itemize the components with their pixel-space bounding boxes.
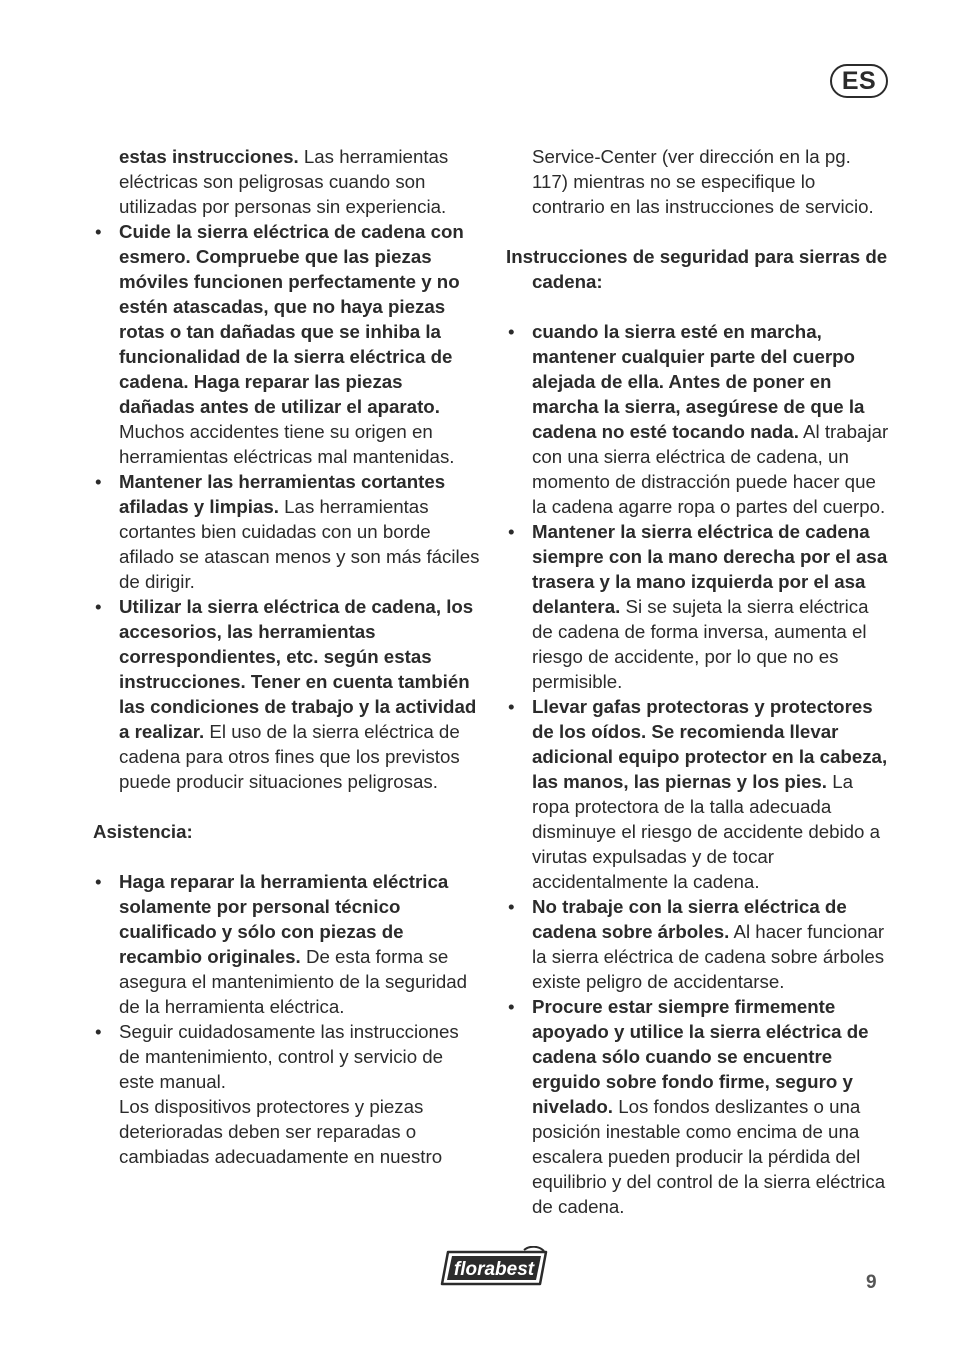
item-bold: cuando la sierra esté en marcha, mantener cualquier parte del cuerpo alejada de ella. Antes de poner en marcha la sierra, asegúrese de que la cadena no esté tocando nada. xyxy=(532,321,865,442)
bullet-mark: • xyxy=(508,896,515,917)
bullet-mark: • xyxy=(508,521,515,542)
trailing-paragraph: Los dispositivos protectores y piezas deterioradas deben ser reparadas o cambiadas adecuadamente en nuestro xyxy=(119,1096,443,1167)
intro-bold: estas instrucciones. xyxy=(119,146,299,167)
item-text: Muchos accidentes tiene su origen en herramientas eléctricas mal mantenidas. xyxy=(119,421,455,467)
item-bold: Mantener la sierra eléctrica de cadena siempre con la mano derecha por el asa trasera y la mano izquierda por el asa delantera. xyxy=(532,521,888,617)
item-text: De esta forma se asegura el mantenimiento de la seguridad de la herramienta eléctrica. xyxy=(119,946,468,1017)
continuation-paragraph: Service-Center (ver dirección en la pg. 117) mientras no se especifique lo contrario en las instrucciones de servicio. xyxy=(532,146,874,217)
bullet-mark: • xyxy=(95,471,102,492)
list-item xyxy=(506,894,891,994)
bullet-mark: • xyxy=(95,596,102,617)
list-item xyxy=(506,319,891,519)
list-item xyxy=(93,1019,480,1094)
item-bold: Procure estar siempre firmemente apoyado y utilice la sierra eléctrica de cadena sólo cuando se encuentre erguido sobre fondo firme, seguro y nivelado. xyxy=(532,996,869,1117)
item-bold: Cuide la sierra eléctrica de cadena con esmero. Compruebe que las piezas móviles funcionen perfectamente y no estén atascadas, que no haya piezas rotas o tan dañadas que se inhiba la funcionalidad de la sierra eléctrica de cadena. Haga reparar las piezas dañadas antes de utilizar el aparato. xyxy=(119,221,464,417)
item-text: La ropa protectora de la talla adecuada disminuye el riesgo de accidente debido a virutas expulsadas y de tocar accidentalmente la cadena. xyxy=(532,771,881,892)
item-bold: Llevar gafas protectoras y protectores de los oídos. Se recomienda llevar adicional equipo protector en la cabeza, las manos, las piernas y los pies. xyxy=(532,696,888,792)
list-item xyxy=(93,594,480,794)
intro-text: Las herramientas eléctricas son peligrosas cuando son utilizadas por personas sin experiencia. xyxy=(119,146,449,217)
list-item xyxy=(93,869,480,1019)
item-text: Al trabajar con una sierra eléctrica de cadena, un momento de distracción puede hacer que la cadena agarre ropa o partes del cuerpo. xyxy=(532,421,889,517)
bullet-mark: • xyxy=(95,871,102,892)
item-bold: Mantener las herramientas cortantes afiladas y limpias. xyxy=(119,471,446,517)
list-item xyxy=(93,219,480,469)
item-text: Al hacer funcionar la sierra eléctrica de cadena sobre árboles existe peligro de accidentarse. xyxy=(532,921,885,992)
list-item xyxy=(506,519,891,694)
item-text: El uso de la sierra eléctrica de cadena para otros fines que los previstos puede producir situaciones peligrosas. xyxy=(119,721,460,792)
item-text: Seguir cuidadosamente las instrucciones de mantenimiento, control y servicio de este manual. xyxy=(119,1021,459,1092)
item-bold: No trabaje con la sierra eléctrica de cadena sobre árboles. xyxy=(532,896,847,942)
intro-paragraph xyxy=(93,144,480,219)
item-text: Las herramientas cortantes bien cuidadas con un borde afilado se atascan menos y son más fáciles de dirigir. xyxy=(119,496,480,592)
bullet-mark: • xyxy=(95,1021,102,1042)
list-item xyxy=(506,994,891,1219)
right-column xyxy=(506,144,891,1219)
language-badge: ES xyxy=(830,64,888,98)
bullet-mark: • xyxy=(95,221,102,242)
bullet-mark: • xyxy=(508,696,515,717)
item-bold: Utilizar la sierra eléctrica de cadena, los accesorios, las herramientas correspondientes, etc. según estas instrucciones. Tener en cuenta también las condiciones de trabajo y la actividad a realizar. xyxy=(119,596,477,742)
list-item xyxy=(506,694,891,894)
florabest-logo xyxy=(438,1246,550,1288)
page-number: 9 xyxy=(866,1272,877,1293)
item-text: Los fondos deslizantes o una posición inestable como encima de una escalera pueden producir la pérdida del equilibrio y del control de la sierra eléctrica de cadena. xyxy=(532,1096,886,1217)
bullet-mark: • xyxy=(508,996,515,1017)
logo-text: florabest xyxy=(453,1259,535,1280)
item-bold: Haga reparar la herramienta eléctrica solamente por personal técnico cualificado y sólo con piezas de recambio originales. xyxy=(119,871,449,967)
list-item xyxy=(93,469,480,594)
left-column xyxy=(93,144,480,1169)
section-heading-asistencia: Asistencia: xyxy=(93,821,193,842)
item-text: Si se sujeta la sierra eléctrica de cadena de forma inversa, aumenta el riesgo de accidente, por lo que no es permisible. xyxy=(532,596,869,692)
bullet-mark: • xyxy=(508,321,515,342)
section-heading-safety: Instrucciones de seguridad para sierras de cadena: xyxy=(506,246,888,292)
